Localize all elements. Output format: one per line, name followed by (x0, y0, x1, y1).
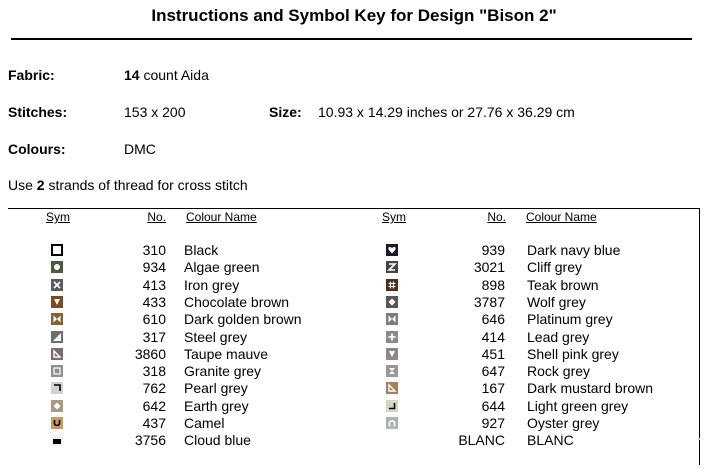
colour-name: Dark navy blue (527, 242, 621, 258)
stitches-value: 153 x 200 (124, 104, 186, 120)
dmc-number: 318 (142, 363, 166, 380)
colour-name: Chocolate brown (184, 293, 290, 310)
key-row (0, 329, 708, 346)
hourglass-icon (386, 365, 398, 377)
dmc-number: 3756 (134, 432, 166, 449)
dmc-number: 433 (142, 293, 166, 310)
key-row (0, 259, 708, 276)
colour-name: Pearl grey (184, 380, 248, 397)
dmc-number: 762 (142, 380, 166, 397)
dmc-number: 3787 (473, 293, 505, 310)
colour-name: Iron grey (184, 276, 240, 293)
heart-icon (386, 244, 398, 256)
page-edge-mark (698, 438, 700, 440)
key-row (0, 363, 708, 380)
dmc-number: 317 (142, 328, 166, 345)
blank-icon (386, 434, 398, 446)
key-row (0, 294, 708, 311)
dmc-number: 939 (481, 242, 505, 258)
fabric-value (124, 67, 209, 83)
colour-name: Oyster grey (527, 415, 600, 431)
dmc-number: 3021 (473, 259, 505, 276)
key-row (0, 380, 708, 397)
fabric-type: count Aida (143, 67, 209, 83)
dmc-number: 644 (481, 397, 505, 414)
colour-name: Wolf grey (527, 293, 586, 310)
dmc-number: 437 (142, 415, 166, 431)
colour-name: Earth grey (184, 397, 249, 414)
dmc-number: 934 (142, 259, 166, 276)
colour-name: Shell pink grey (527, 345, 619, 362)
dmc-number: 898 (481, 276, 505, 293)
strands-pre: Use (8, 177, 33, 193)
size-label: Size: (269, 104, 302, 120)
dmc-number: 610 (142, 311, 166, 328)
header-sym-right: Sym (382, 210, 406, 224)
colour-name: Taupe mauve (184, 345, 269, 362)
colour-name: Dark golden brown (184, 311, 302, 328)
header-no-left: No. (147, 210, 166, 224)
colour-name: Platinum grey (527, 311, 613, 328)
z-icon (386, 261, 398, 273)
key-row (0, 242, 708, 259)
title-divider (11, 38, 692, 40)
dmc-number: 451 (481, 345, 505, 362)
dmc-number: 167 (481, 380, 505, 397)
dmc-number: BLANC (458, 432, 505, 449)
strands-post: strands of thread for cross stitch (48, 177, 248, 193)
strands-count: 2 (36, 177, 45, 193)
header-sym-left: Sym (46, 210, 70, 224)
colour-name: Dark mustard brown (527, 380, 654, 397)
dmc-number: 647 (481, 363, 505, 380)
colour-name: Steel grey (184, 328, 248, 345)
colour-name: Cloud blue (184, 432, 251, 449)
key-row (0, 311, 708, 328)
key-row (0, 432, 708, 449)
key-row (0, 398, 708, 415)
header-no-right: No. (487, 210, 506, 224)
stitches-label: Stitches: (8, 104, 68, 120)
bowtie-light-icon (386, 313, 398, 325)
arch-icon (386, 417, 398, 429)
dmc-number: 3860 (134, 345, 166, 362)
colour-name: Light green grey (527, 397, 629, 414)
key-row (0, 277, 708, 294)
key-row (0, 346, 708, 363)
fabric-label: Fabric: (8, 67, 55, 83)
dmc-number: 413 (142, 276, 166, 293)
colour-name: BLANC (527, 432, 574, 449)
dmc-number: 927 (481, 415, 505, 431)
down-triangle-light-icon (386, 348, 398, 360)
colour-name: Cliff grey (527, 259, 582, 276)
strands-instruction (8, 177, 248, 193)
dmc-number: 646 (481, 311, 505, 328)
page-title: Instructions and Symbol Key for Design "Bison 2" (151, 6, 557, 25)
key-row (0, 415, 708, 432)
colour-name: Algae green (184, 259, 260, 276)
size-value: 10.93 x 14.29 inches or 27.76 x 36.29 cm (318, 104, 575, 120)
header-name-right: Colour Name (526, 210, 597, 224)
dmc-number: 414 (481, 328, 505, 345)
colour-name: Camel (184, 415, 225, 431)
header-name-left: Colour Name (186, 210, 257, 224)
colour-name: Black (184, 242, 219, 258)
colour-name: Granite grey (184, 363, 262, 380)
diamond-fill-icon (386, 296, 398, 308)
l-bracket-icon (386, 400, 398, 412)
corner-triangle-light-icon (386, 382, 398, 394)
colours-label: Colours: (8, 141, 66, 157)
dmc-number: 310 (142, 242, 166, 258)
colour-name: Rock grey (527, 363, 591, 380)
dmc-number: 642 (142, 397, 166, 414)
plus-icon (386, 331, 398, 343)
hash-icon (386, 279, 398, 291)
fabric-count: 14 (124, 67, 140, 83)
colour-name: Teak brown (527, 276, 599, 293)
colour-name: Lead grey (527, 328, 590, 345)
colours-value: DMC (124, 141, 156, 157)
